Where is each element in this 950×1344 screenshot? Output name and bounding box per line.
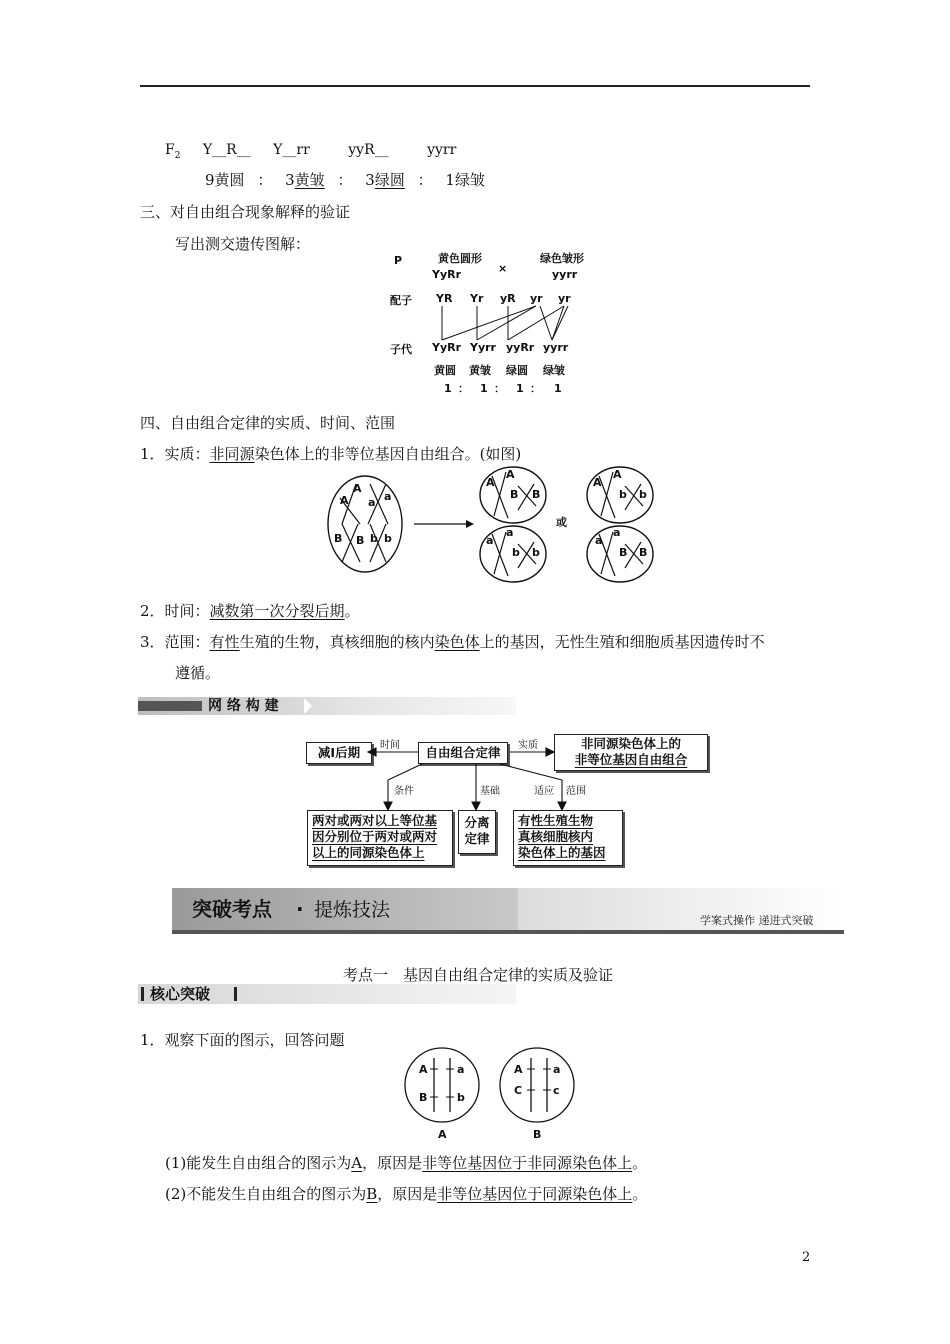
section3-heading: 三、对自由组合现象解释的验证	[140, 203, 351, 221]
question-part2	[165, 1184, 647, 1204]
gene-label: A	[353, 482, 362, 495]
q2-reason: 非等位基因位于同源染色体上	[437, 1185, 633, 1203]
offspring-label: 子代	[390, 343, 412, 356]
right-box-line: 非同源染色体上的	[580, 736, 681, 751]
gene-label: B	[532, 488, 541, 501]
network-banner	[138, 697, 516, 715]
gene-label: B	[356, 534, 365, 547]
section4-item1	[140, 444, 521, 464]
q1-mid: ，原因是	[362, 1154, 423, 1172]
gene-label: a	[506, 526, 514, 539]
cross-sign: ×	[498, 262, 508, 275]
ratio-number: 1	[516, 382, 524, 395]
gene-label: b	[532, 546, 540, 559]
offspring-genotype: yyRr	[506, 341, 535, 354]
ratio-colon: ：	[257, 171, 273, 189]
arrow-label-scope2: 范围	[566, 786, 586, 797]
item3-mid: 生殖的生物，真核细胞的核内	[239, 633, 435, 651]
network-banner-title: 网 络 构 建	[208, 698, 279, 714]
gene-label: A	[593, 476, 602, 489]
item1-answer: 非同源	[209, 445, 255, 463]
offspring-phenotype: 黄圆	[434, 364, 456, 377]
testcross-diagram	[380, 248, 610, 398]
cellA-gene: b	[457, 1091, 465, 1104]
item1-rest: 染色体上的非等位基因自由组合。(如图)	[254, 445, 522, 463]
ratio-part: 3	[285, 171, 295, 189]
q2-answer: B	[366, 1185, 378, 1203]
q2-mid: ，原因是	[377, 1185, 438, 1203]
ratio-part: 9黄圆	[205, 171, 245, 189]
q1-reason: 非等位基因位于非同源染色体上	[422, 1154, 633, 1172]
scope-line: 真核细胞核内	[518, 829, 594, 844]
cellA-gene: a	[457, 1063, 465, 1076]
gene-label: A	[506, 468, 515, 481]
arrow-label-basis: 基础	[480, 786, 500, 797]
ratio-part-underlined: 绿圆	[374, 171, 405, 189]
basis-line: 分离	[464, 815, 490, 830]
breakthrough-dot: ·	[296, 897, 304, 921]
page-number: 2	[802, 1250, 811, 1265]
cellB-gene: A	[514, 1063, 523, 1076]
gene-label: a	[384, 490, 392, 503]
arrow-label-condition: 条件	[394, 786, 414, 797]
gene-label: A	[613, 468, 622, 481]
item1-prefix: 1．实质：	[140, 445, 210, 463]
parent2-genotype: yyrr	[552, 268, 578, 281]
offspring-phenotype: 黄皱	[469, 364, 491, 377]
offspring-genotype: Yyrr	[470, 341, 496, 354]
gene-label: b	[512, 546, 520, 559]
item2-rest: 。	[344, 602, 360, 620]
offspring-genotype: yyrr	[543, 341, 569, 354]
f2-genotype: Y__R__	[202, 142, 251, 158]
offspring-genotype: YyRr	[432, 341, 462, 354]
f2-label: F	[165, 142, 175, 158]
section4-item3-cont: 遵循。	[175, 664, 221, 682]
arrow-label-time: 时间	[380, 740, 400, 751]
core-bar-right	[234, 987, 237, 1001]
q1-answer: A	[351, 1154, 363, 1172]
gene-label: B	[510, 488, 519, 501]
f2-genotype: yyR__	[348, 142, 389, 158]
parent1-genotype: YyRr	[432, 268, 462, 281]
ratio-number: 1	[480, 382, 488, 395]
cellA-caption: A	[438, 1128, 447, 1141]
q1-end: 。	[632, 1154, 648, 1172]
f2-sub: 2	[174, 150, 181, 161]
cond-line: 两对或两对以上等位基	[312, 813, 438, 828]
network-center-box: 自由组合定律	[418, 742, 508, 764]
ratio-colon: ：	[458, 382, 469, 395]
section3-instruction: 写出测交遗传图解：	[175, 235, 311, 253]
gamete: yr	[558, 292, 571, 305]
section4-item3	[140, 632, 765, 652]
breakthrough-banner	[172, 888, 844, 934]
item3-rest: 上的基因，无性生殖和细胞质基因遗传时不	[479, 633, 765, 651]
q2-end: 。	[632, 1185, 648, 1203]
gamete-label: 配子	[390, 294, 412, 307]
meiosis-figure	[320, 462, 665, 584]
breakthrough-underline	[172, 930, 844, 934]
cond-line: 以上的同源染色体上	[312, 845, 425, 860]
gamete: Yr	[470, 292, 484, 305]
core-banner	[138, 984, 516, 1004]
ratio-row	[205, 170, 485, 190]
gene-label: B	[639, 546, 648, 559]
item3-answer: 有性	[209, 633, 240, 651]
basis-line: 定律	[464, 831, 490, 846]
cellB-gene: C	[514, 1084, 523, 1097]
ratio-colon: ：	[337, 171, 353, 189]
ratio-colon: ：	[417, 171, 433, 189]
right-box-line: 非等位基因自由组合	[574, 752, 688, 767]
ratio-number: 1	[554, 382, 562, 395]
cellB-gene: a	[553, 1063, 561, 1076]
ratio-part: 3	[365, 171, 375, 189]
arrow-label-scope1: 适应	[534, 786, 554, 797]
cell-diagrams	[400, 1045, 585, 1145]
gamete: yr	[530, 292, 543, 305]
cond-line: 因分别位于两对或两对	[312, 829, 438, 844]
f2-row	[165, 140, 456, 166]
breakthrough-title: 突破考点	[192, 897, 272, 921]
gene-label: B	[334, 532, 343, 545]
gene-label: a	[613, 526, 621, 539]
cellB-gene: c	[553, 1084, 560, 1097]
ratio-part-underlined: 黄皱	[294, 171, 325, 189]
section4-heading: 四、自由组合定律的实质、时间、范围	[140, 414, 396, 432]
gene-label: b	[619, 488, 627, 501]
header-rule	[140, 85, 810, 87]
gene-label: a	[595, 534, 603, 547]
gene-label: A	[486, 476, 495, 489]
item2-prefix: 2．时间：	[140, 602, 210, 620]
gene-label: A	[340, 494, 349, 507]
gamete: YR	[436, 292, 453, 305]
scope-line: 有性生殖生物	[518, 813, 594, 828]
parent2-phenotype: 绿色皱形	[540, 252, 584, 265]
f2-genotype: yyrr	[427, 142, 457, 158]
core-label: 核心突破	[150, 985, 211, 1003]
offspring-phenotype: 绿皱	[543, 364, 565, 377]
cellB-caption: B	[533, 1128, 542, 1141]
core-bar-left	[141, 987, 144, 1001]
breakthrough-right: 学案式操作 递进式突破	[700, 914, 814, 927]
breakthrough-subtitle: 提炼技法	[314, 899, 391, 921]
gene-label: a	[486, 534, 494, 547]
gene-label: b	[370, 532, 378, 545]
item3-prefix: 3．范围：	[140, 633, 210, 651]
p-label: P	[394, 254, 403, 267]
network-connectors	[300, 730, 720, 820]
q2-prefix: (2)不能发生自由组合的图示为	[165, 1185, 367, 1203]
gene-label: B	[619, 546, 628, 559]
ratio-number: 1	[444, 382, 452, 395]
kaodian-title: 考点一 基因自由组合定律的实质及验证	[343, 966, 614, 984]
question-stem: 1．观察下面的图示，回答问题	[140, 1031, 345, 1049]
banner-chevron	[304, 698, 312, 714]
parent1-phenotype: 黄色圆形	[438, 252, 482, 265]
item2-answer: 减数第一次分裂后期	[209, 602, 345, 620]
ratio-colon: ：	[494, 382, 505, 395]
ratio-part: 1绿皱	[445, 171, 485, 189]
arrow-label-essence: 实质	[518, 740, 538, 751]
offspring-phenotype: 绿圆	[506, 364, 528, 377]
q1-prefix: (1)能发生自由组合的图示为	[165, 1154, 352, 1172]
banner-dark-bar	[138, 701, 202, 711]
or-label: 或	[556, 516, 567, 529]
gene-label: b	[384, 532, 392, 545]
item3-answer: 染色体	[434, 633, 480, 651]
gene-label: b	[639, 488, 647, 501]
network-left-box: 减Ⅰ后期	[306, 742, 372, 764]
gamete: yR	[500, 292, 516, 305]
f2-genotype: Y__rr	[273, 142, 310, 158]
cellA-gene: A	[419, 1063, 428, 1076]
gene-label: a	[368, 496, 376, 509]
section4-item2	[140, 601, 360, 621]
cellA-gene: B	[419, 1091, 428, 1104]
ratio-colon: ：	[530, 382, 541, 395]
question-part1	[165, 1153, 647, 1173]
scope-line: 染色体上的基因	[518, 845, 606, 860]
